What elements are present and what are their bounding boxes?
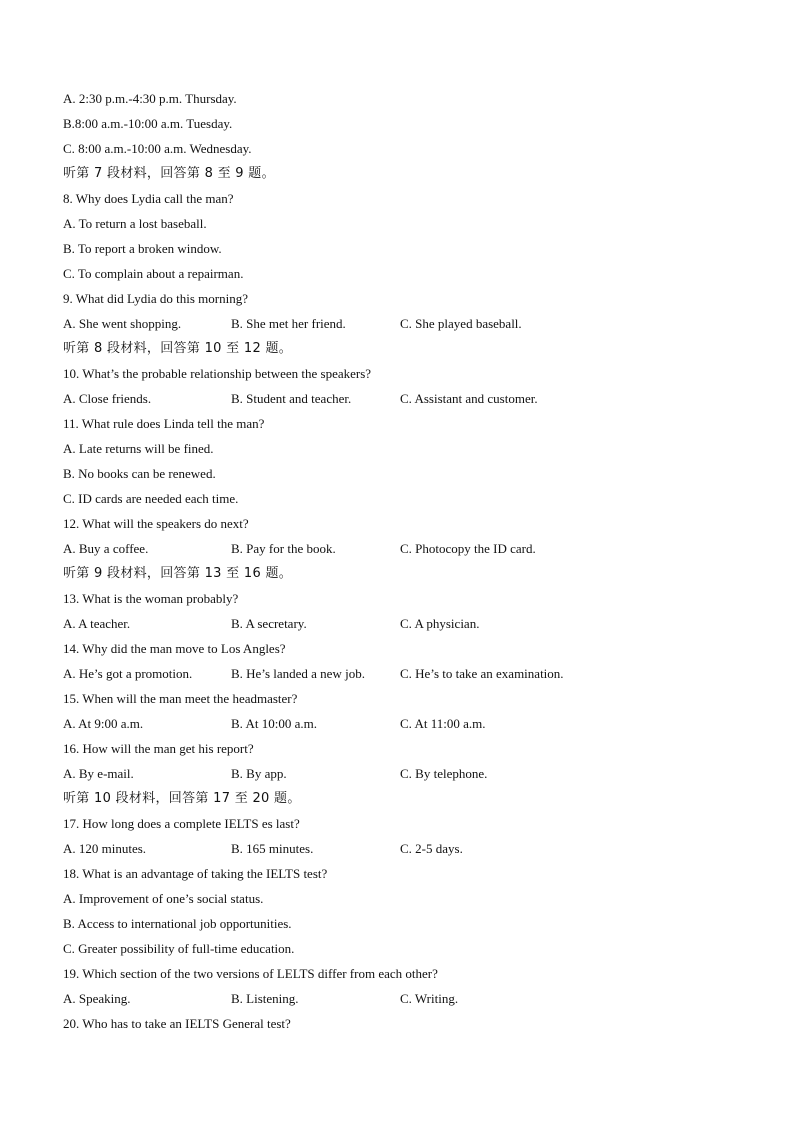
text-line — [63, 265, 743, 290]
line-text: 19. Which section of the two versions of LELTS differ from each other? — [63, 966, 438, 981]
line-text: A. 2:30 p.m.-4:30 p.m. Thursday. — [63, 91, 237, 106]
option-c: C. Writing. — [400, 991, 459, 1006]
line-text: 11. What rule does Linda tell the man? — [63, 416, 265, 431]
line-text: B. No books can be renewed. — [63, 466, 216, 481]
option-b: B. By app. — [231, 766, 287, 781]
option-c: C. Assistant and customer. — [400, 391, 538, 406]
line-text: C. Greater possibility of full-time education. — [63, 941, 295, 956]
text-line — [63, 490, 743, 515]
option-b: B. 165 minutes. — [231, 841, 314, 856]
section-instruction — [63, 165, 743, 190]
line-text: 17. How long does a complete IELTS es last? — [63, 816, 300, 831]
line-text: 9. What did Lydia do this morning? — [63, 291, 248, 306]
text-line — [63, 890, 743, 915]
line-text: 16. How will the man get his report? — [63, 741, 254, 756]
option-a: A. A teacher. — [63, 616, 131, 631]
line-text: B. Access to international job opportunities. — [63, 916, 292, 931]
option-c: C. At 11:00 a.m. — [400, 716, 486, 731]
options-row — [63, 615, 743, 640]
text-line — [63, 90, 743, 115]
text-line — [63, 215, 743, 240]
option-a: A. Close friends. — [63, 391, 152, 406]
option-c: C. He’s to take an examination. — [400, 666, 564, 681]
option-b: B. Listening. — [231, 991, 299, 1006]
options-row — [63, 990, 743, 1015]
options-row — [63, 715, 743, 740]
option-a: A. 120 minutes. — [63, 841, 147, 856]
option-b: B. A secretary. — [231, 616, 307, 631]
text-line — [63, 415, 743, 440]
line-text: B.8:00 a.m.-10:00 a.m. Tuesday. — [63, 116, 233, 131]
line-text: A. To return a lost baseball. — [63, 216, 207, 231]
text-line — [63, 365, 743, 390]
text-line — [63, 465, 743, 490]
text-line — [63, 740, 743, 765]
line-text: 20. Who has to take an IELTS General test? — [63, 1016, 291, 1031]
text-line — [63, 590, 743, 615]
text-line — [63, 190, 743, 215]
section-text: 听第 7 段材料，回答第 8 至 9 题。 — [63, 166, 275, 181]
document-page — [63, 90, 743, 1040]
line-text: 10. What’s the probable relationship between the speakers? — [63, 366, 372, 381]
section-instruction — [63, 565, 743, 590]
option-c: C. A physician. — [400, 616, 480, 631]
line-text: A. Late returns will be fined. — [63, 441, 214, 456]
text-line — [63, 515, 743, 540]
option-a: A. He’s got a promotion. — [63, 666, 193, 681]
text-line — [63, 115, 743, 140]
options-row — [63, 765, 743, 790]
text-line — [63, 140, 743, 165]
line-text: 13. What is the woman probably? — [63, 591, 239, 606]
text-line — [63, 865, 743, 890]
option-a: A. At 9:00 a.m. — [63, 716, 144, 731]
line-text: 8. Why does Lydia call the man? — [63, 191, 234, 206]
text-line — [63, 240, 743, 265]
option-c: C. 2-5 days. — [400, 841, 463, 856]
text-line — [63, 690, 743, 715]
options-row — [63, 665, 743, 690]
line-text: C. 8:00 a.m.-10:00 a.m. Wednesday. — [63, 141, 252, 156]
section-text: 听第 9 段材料，回答第 13 至 16 题。 — [63, 566, 293, 581]
option-b: B. At 10:00 a.m. — [231, 716, 317, 731]
text-line — [63, 290, 743, 315]
line-text: 15. When will the man meet the headmaster? — [63, 691, 298, 706]
text-line — [63, 1015, 743, 1040]
option-c: C. Photocopy the ID card. — [400, 541, 536, 556]
line-text: B. To report a broken window. — [63, 241, 222, 256]
text-line — [63, 915, 743, 940]
text-line — [63, 440, 743, 465]
section-instruction — [63, 790, 743, 815]
option-a: A. Buy a coffee. — [63, 541, 149, 556]
line-text: C. ID cards are needed each time. — [63, 491, 239, 506]
option-c: C. By telephone. — [400, 766, 488, 781]
line-text: 18. What is an advantage of taking the IELTS test? — [63, 866, 328, 881]
section-text: 听第 8 段材料，回答第 10 至 12 题。 — [63, 341, 293, 356]
text-line — [63, 815, 743, 840]
line-text: 12. What will the speakers do next? — [63, 516, 249, 531]
section-instruction — [63, 340, 743, 365]
text-line — [63, 940, 743, 965]
options-row — [63, 540, 743, 565]
option-b: B. Pay for the book. — [231, 541, 336, 556]
options-row — [63, 390, 743, 415]
text-line — [63, 640, 743, 665]
line-text: A. Improvement of one’s social status. — [63, 891, 264, 906]
text-line — [63, 965, 743, 990]
option-a: A. She went shopping. — [63, 316, 182, 331]
section-text: 听第 10 段材料，回答第 17 至 20 题。 — [63, 791, 301, 806]
line-text: C. To complain about a repairman. — [63, 266, 244, 281]
option-c: C. She played baseball. — [400, 316, 522, 331]
option-a: A. Speaking. — [63, 991, 131, 1006]
options-row — [63, 315, 743, 340]
option-b: B. She met her friend. — [231, 316, 346, 331]
option-b: B. Student and teacher. — [231, 391, 352, 406]
options-row — [63, 840, 743, 865]
line-text: 14. Why did the man move to Los Angles? — [63, 641, 286, 656]
option-a: A. By e-mail. — [63, 766, 134, 781]
option-b: B. He’s landed a new job. — [231, 666, 365, 681]
